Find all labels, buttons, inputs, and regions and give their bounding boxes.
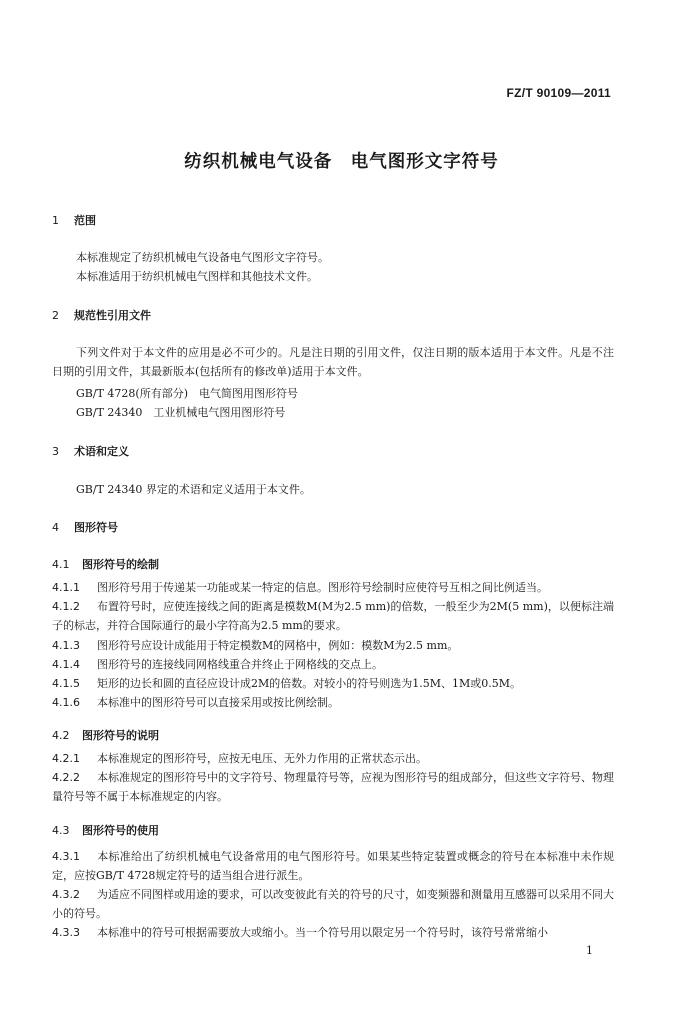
reference-2: GB/T 24340 工业机械电气图用图形符号 xyxy=(76,406,286,419)
clause-number: 4.1.4 xyxy=(52,658,80,671)
clause-number: 4.1.3 xyxy=(52,639,80,652)
clause-text: 图形符号的连接线同网格线重合并终止于网格线的交点上。 xyxy=(97,658,383,671)
clause-text: 本标准中的符号可根据需要放大或缩小。当一个符号用以限定另一个符号时，该符号常常缩小 xyxy=(97,926,548,939)
standard-code: FZ/T 90109—2011 xyxy=(506,86,611,100)
section-3-heading xyxy=(52,443,129,459)
clause-text: 本标准规定的图形符号中的文字符号、物理量符号等，应视为图形符号的组成部分，但这些文字符号、物理量符号等不属于本标准规定的内容。 xyxy=(52,771,614,803)
section-title: 图形符号 xyxy=(74,521,118,534)
clause-number: 4.2.1 xyxy=(52,752,80,765)
clause-4-1-2 xyxy=(52,597,614,635)
section-1-para-1: 本标准规定了纺织机械电气设备电气图形文字符号。 xyxy=(76,251,329,264)
section-2-para-1: 下列文件对于本文件的应用是必不可少的。凡是注日期的引用文件，仅注日期的版本适用于本文件。凡是不注日期的引用文件，其最新版本(包括所有的修改单)适用于本文件。 xyxy=(52,346,614,378)
clause-4-3-1 xyxy=(52,847,614,885)
section-4-heading xyxy=(52,519,118,535)
subsection-4-3-heading xyxy=(52,822,159,838)
section-title: 规范性引用文件 xyxy=(74,309,151,322)
clause-number: 4.1.6 xyxy=(52,696,80,709)
clause-4-3-2 xyxy=(52,885,614,923)
clause-4-1-5 xyxy=(52,674,614,693)
clause-number: 4.3.1 xyxy=(52,850,80,863)
clause-text: 本标准规定的图形符号，应按无电压、无外力作用的正常状态示出。 xyxy=(97,752,427,765)
clause-4-1-6 xyxy=(52,693,614,712)
clause-text: 本标准中的图形符号可以直接采用或按比例绘制。 xyxy=(97,696,339,709)
clause-4-3-3 xyxy=(52,923,614,942)
subsection-title: 图形符号的使用 xyxy=(82,824,159,837)
reference-1: GB/T 4728(所有部分) 电气简图用图形符号 xyxy=(76,387,298,400)
section-1-heading xyxy=(52,212,96,228)
section-1-para-2: 本标准适用于纺织机械电气图样和其他技术文件。 xyxy=(76,270,318,283)
clause-4-2-2 xyxy=(52,768,614,806)
clause-number: 4.2.2 xyxy=(52,771,80,784)
clause-4-1-3 xyxy=(52,636,614,655)
clause-4-1-4 xyxy=(52,655,614,674)
clause-text: 为适应不同图样或用途的要求，可以改变彼此有关的符号的尺寸，如变频器和测量用互感器可以采用不同大小的符号。 xyxy=(52,888,614,920)
clause-text: 布置符号时，应使连接线之间的距离是模数M(M为2.5 mm)的倍数，一般至少为2M(5 mm)，以便标注端子的标志，并符合国际通行的最小字符高为2.5 mm的要求。 xyxy=(52,600,614,632)
clause-4-1-1 xyxy=(52,578,614,597)
clause-text: 矩形的边长和圆的直径应设计成2M的倍数。对较小的符号则选为1.5M、1M或0.5M。 xyxy=(97,677,522,690)
clause-4-2-1 xyxy=(52,749,614,768)
clause-number: 4.3.2 xyxy=(52,888,80,901)
section-number: 4 xyxy=(52,521,59,534)
clause-text: 本标准给出了纺织机械电气设备常用的电气图形符号。如果某些特定装置或概念的符号在本标准中未作规定，应按GB/T 4728规定符号的适当组合进行派生。 xyxy=(52,850,614,882)
section-number: 2 xyxy=(52,309,59,322)
section-title: 术语和定义 xyxy=(74,445,129,458)
page-number: 1 xyxy=(586,944,593,957)
document-title: 纺织机械电气设备 电气图形文字符号 xyxy=(184,152,499,172)
clause-number: 4.1.2 xyxy=(52,600,80,613)
section-3-para-1: GB/T 24340 界定的术语和定义适用于本文件。 xyxy=(76,483,311,496)
clause-number: 4.1.5 xyxy=(52,677,80,690)
clause-number: 4.1.1 xyxy=(52,581,80,594)
subsection-title: 图形符号的绘制 xyxy=(82,558,159,571)
clause-number: 4.3.3 xyxy=(52,926,80,939)
subsection-4-2-heading xyxy=(52,727,159,743)
subsection-number: 4.3 xyxy=(52,824,70,837)
subsection-number: 4.1 xyxy=(52,558,70,571)
subsection-number: 4.2 xyxy=(52,729,70,742)
subsection-title: 图形符号的说明 xyxy=(82,729,159,742)
section-number: 3 xyxy=(52,445,59,458)
clause-text: 图形符号用于传递某一功能或某一特定的信息。图形符号绘制时应使符号互相之间比例适当。 xyxy=(97,581,548,594)
section-number: 1 xyxy=(52,214,59,227)
subsection-4-1-heading xyxy=(52,556,159,572)
clause-text: 图形符号应设计成能用于特定模数M的网格中，例如：模数M为2.5 mm。 xyxy=(97,639,459,652)
section-title: 范围 xyxy=(74,214,96,227)
section-2-heading xyxy=(52,307,151,323)
